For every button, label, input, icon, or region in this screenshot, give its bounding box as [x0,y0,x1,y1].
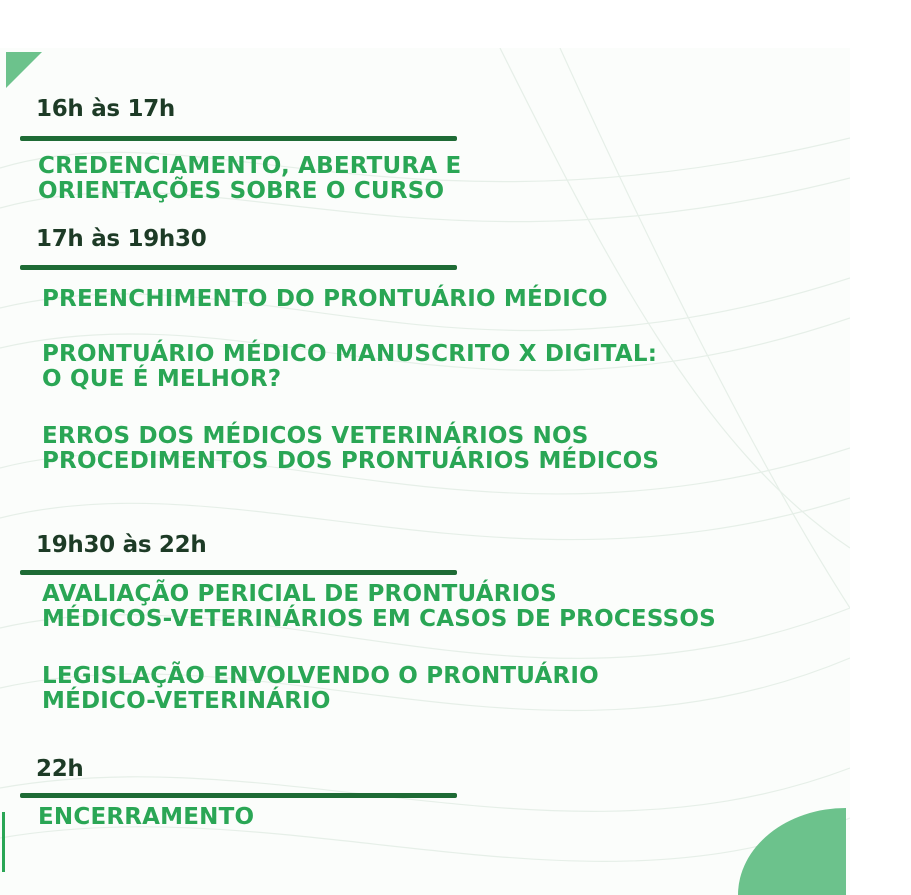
time-slot-4: 22h [36,756,84,782]
divider-rule [20,793,457,798]
time-slot-1: 16h às 17h [36,96,175,122]
agenda-item [42,424,659,474]
agenda-item-line: AVALIAÇÃO PERICIAL DE PRONTUÁRIOS [42,581,557,607]
agenda-item-line: CREDENCIAMENTO, ABERTURA E [38,153,462,179]
agenda-item [42,664,599,714]
agenda-item-line: ERROS DOS MÉDICOS VETERINÁRIOS NOS [42,423,589,449]
agenda-item-line: ORIENTAÇÕES SOBRE O CURSO [38,178,445,204]
agenda-item [42,287,608,312]
agenda-item-line: LEGISLAÇÃO ENVOLVENDO O PRONTUÁRIO [42,663,599,689]
divider-rule [20,570,457,575]
agenda-item-line: PROCEDIMENTOS DOS PRONTUÁRIOS MÉDICOS [42,448,660,474]
agenda-item-line: O QUE É MELHOR? [42,366,282,392]
time-slot-3: 19h30 às 22h [36,532,207,558]
divider-rule [20,136,457,141]
agenda-item-line: ENCERRAMENTO [38,804,255,830]
agenda-item [42,342,657,392]
divider-rule [20,265,457,270]
time-slot-2: 17h às 19h30 [36,226,207,252]
agenda-item-line: MÉDICO-VETERINÁRIO [42,688,331,714]
left-accent-bar [2,812,5,872]
agenda-item-line: MÉDICOS-VETERINÁRIOS EM CASOS DE PROCESSOS [42,606,716,632]
agenda-item-line: PRONTUÁRIO MÉDICO MANUSCRITO X DIGITAL: [42,341,658,367]
agenda-item [42,582,716,632]
agenda-item [38,805,254,830]
agenda-item [38,154,461,204]
agenda-item-line: PREENCHIMENTO DO PRONTUÁRIO MÉDICO [42,286,608,312]
corner-triangle-decoration [6,52,42,88]
